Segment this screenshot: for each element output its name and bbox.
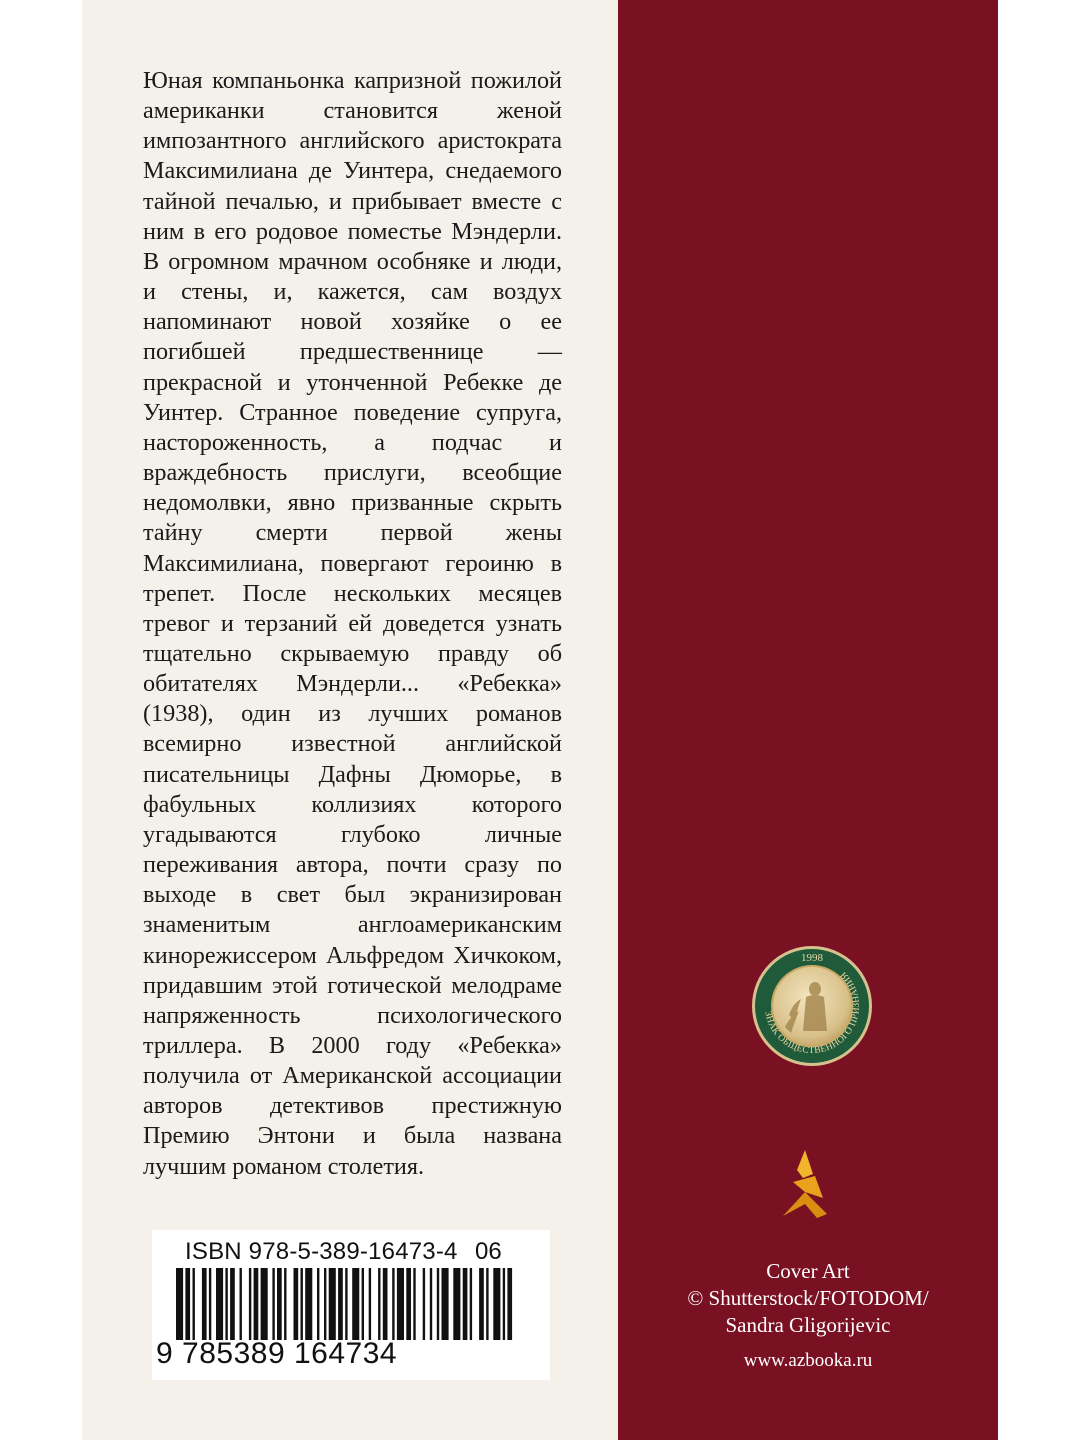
book-description: Юная компаньонка капризной пожилой американки становится женой импозантного английского аристократа Максимилиана де Уинтера, снедаемого тайной печалью, и прибывает вместе с ним в его родовое поместье Мэндерли. В огромном мрачном особняке и люди, и стены, и, кажется, сам воздух напоминают новой хозяйке о ее погибшей предшественнице — прекрасной и утонченной Ребекке де Уинтер. Странное поведение супруга, настороженность, а подчас и враждебность прислуги, всеобщие недомолвки, явно призванные скрыть тайну смерти первой жены Максимилиана, повергают героиню в трепет. После нескольких месяцев тревог и терзаний ей доведется узнать тщательно скрываемую правду об обитателях Мэндерли... «Ребекка» (1938), один из лучших романов всемирно известной английской писательницы Дафны Дюморье, в фабульных коллизиях которого угадываются глубоко личные переживания автора, почти сразу по выходе в свет был экранизирован знаменитым англоамериканским кинорежиссером Альфредом Хичкоком, придавшим этой готической мелодраме напряженность психологического триллера. В 2000 году «Ребекка» получила от Американской ассоциации авторов детективов престижную Премию Энтони и была названа лучшим романом столетия. (143, 67, 562, 1180)
barcode-bar (305, 1268, 312, 1340)
barcode-bar (463, 1268, 468, 1340)
burgundy-panel (618, 0, 998, 1440)
barcode-bar (176, 1268, 183, 1340)
barcode-bar (261, 1268, 268, 1340)
barcode-bar (378, 1268, 380, 1340)
barcode-bar (362, 1268, 364, 1340)
barcode-bar (383, 1268, 388, 1340)
barcode-bar (301, 1268, 303, 1340)
barcode-bar (240, 1268, 242, 1340)
barcode-bar (284, 1268, 286, 1340)
barcode-bar (423, 1268, 425, 1340)
barcode-bar (352, 1268, 359, 1340)
barcode-bar (329, 1268, 336, 1340)
barcode-bars (176, 1268, 516, 1340)
barcode-bar (202, 1268, 207, 1340)
isbn-label: ISBN 978-5-389-16473-4 (185, 1238, 458, 1265)
barcode-bar (225, 1268, 227, 1340)
barcode-bar (470, 1268, 472, 1340)
book-back-cover (82, 0, 998, 1440)
barcode-bar (193, 1268, 195, 1340)
barcode-bar (442, 1268, 449, 1340)
barcode-digits: 9 785389 164734 (156, 1337, 398, 1370)
barcode-bar (209, 1268, 211, 1340)
barcode-bar (507, 1268, 512, 1340)
cream-panel (82, 0, 618, 1440)
barcode-bar (453, 1268, 460, 1340)
medal-ring-text: ЗНАК ОБЩЕСТВЕННОГО ПРИЗНАНИЯ (762, 969, 863, 1057)
barcode-bar (294, 1268, 299, 1340)
award-medal-icon (751, 945, 873, 1067)
barcode-bar (493, 1268, 500, 1340)
barcode-bar (249, 1268, 251, 1340)
barcode-bar (430, 1268, 432, 1340)
barcode-bar (413, 1268, 415, 1340)
barcode-bar (324, 1268, 326, 1340)
barcode-bar (338, 1268, 343, 1340)
barcode-bar (317, 1268, 319, 1340)
credit-line-1: Cover Art (766, 1259, 850, 1283)
barcode-bar (392, 1268, 394, 1340)
barcode-bar (479, 1268, 484, 1340)
barcode-bar (437, 1268, 439, 1340)
cover-art-credits (618, 1258, 998, 1339)
barcode-bar (277, 1268, 282, 1340)
barcode-bar (406, 1268, 411, 1340)
medal-year: 1998 (801, 952, 823, 964)
barcode-bar (486, 1268, 488, 1340)
barcode-bar (503, 1268, 505, 1340)
barcode-bar (397, 1268, 404, 1340)
barcode-bar (369, 1268, 371, 1340)
barcode-bar (230, 1268, 235, 1340)
azbooka-triangle-logo-icon (775, 1148, 831, 1220)
publisher-website: www.azbooka.ru (743, 1350, 873, 1371)
credit-line-3: Sandra Gligorijevic (725, 1313, 891, 1337)
isbn-addon: 06 (475, 1238, 502, 1265)
barcode-bar (272, 1268, 274, 1340)
barcode-bar (216, 1268, 223, 1340)
credit-line-2: © Shutterstock/FOTODOM/ (687, 1286, 929, 1310)
barcode-bar (185, 1268, 190, 1340)
barcode-bar (254, 1268, 259, 1340)
barcode-bar (345, 1268, 347, 1340)
